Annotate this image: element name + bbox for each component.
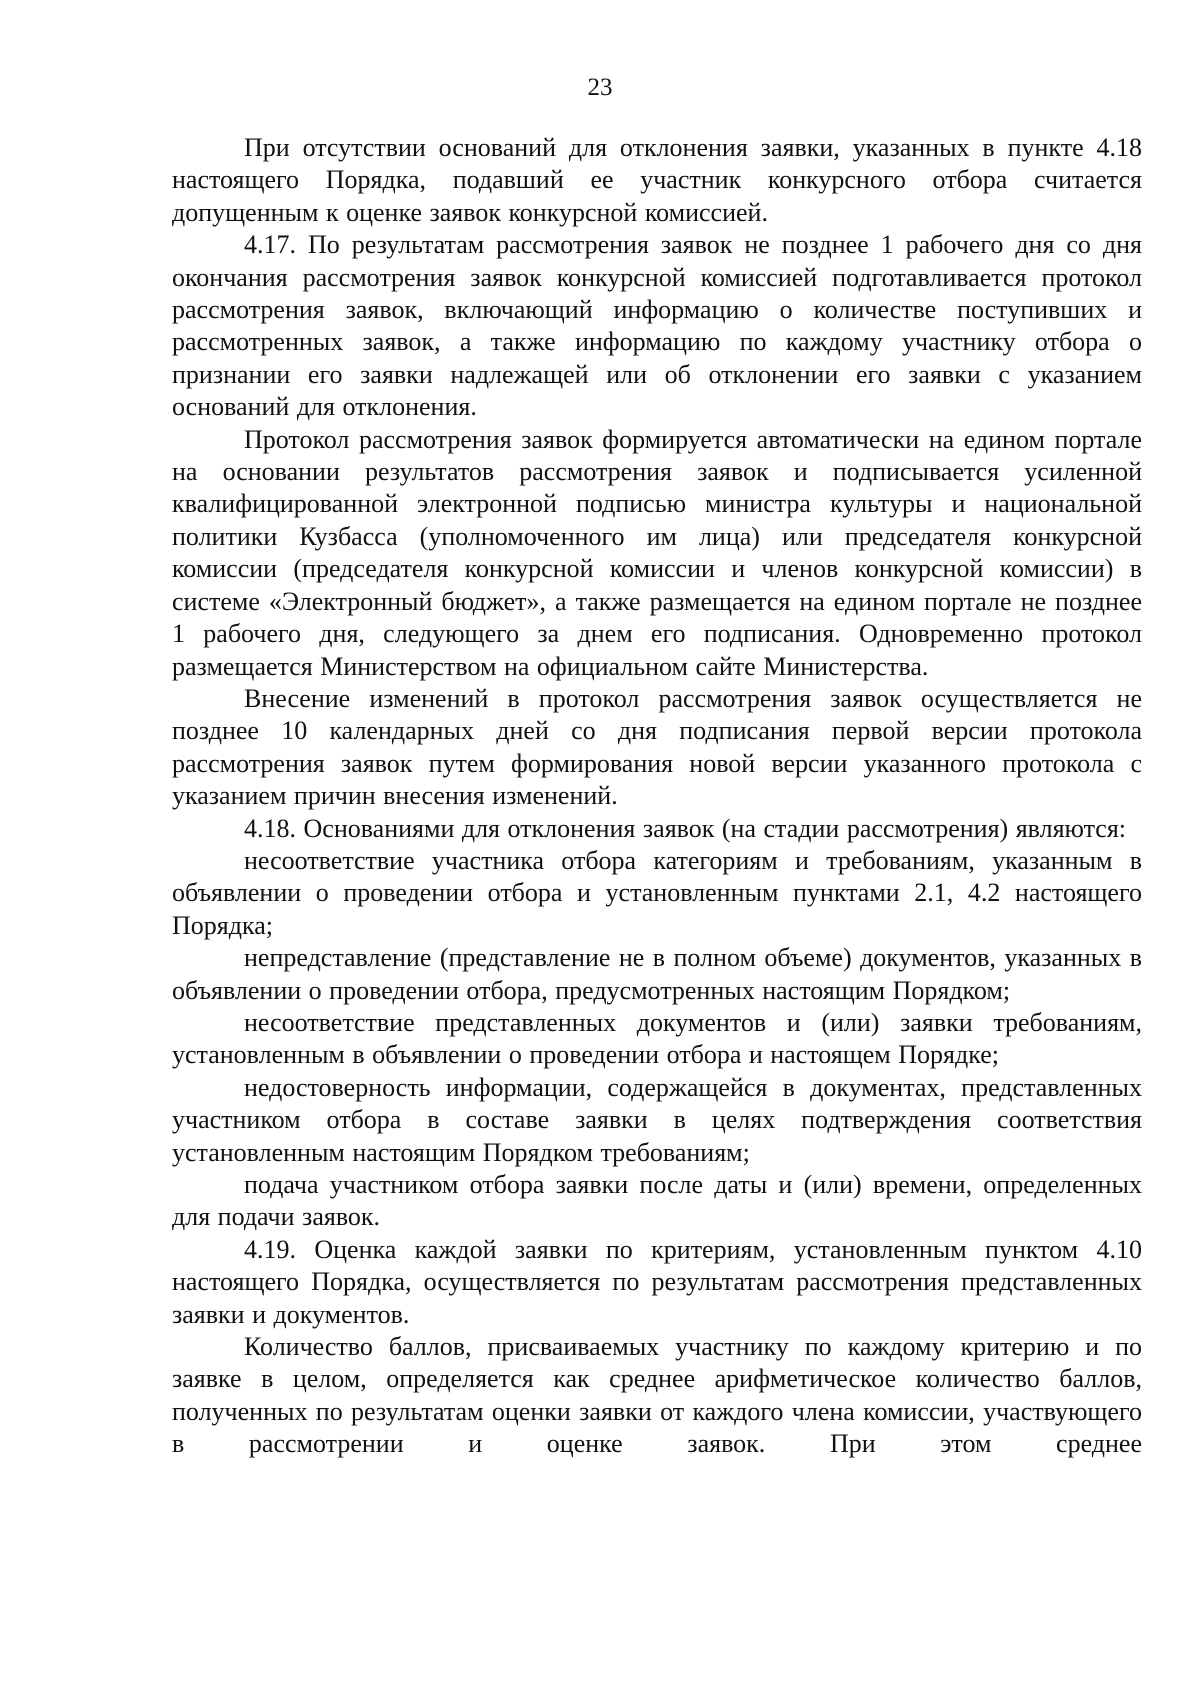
paragraph: 4.19. Оценка каждой заявки по критериям, установленным пунктом 4.10 настоящего Порядка, осуществляется по результатам рассмотрения представленных заявки и документов. <box>172 1234 1142 1329</box>
page-number: 23 <box>587 74 613 101</box>
paragraph: Количество баллов, присваиваемых участнику по каждому критерию и по заявке в целом, определяется как среднее арифметическое количество баллов, полученных по результатам оценки заявки от каждого члена комиссии, участвующего в рассмотрении и оценке заявок. При этом среднее <box>172 1332 1142 1459</box>
paragraph: несоответствие участника отбора категориям и требованиям, указанным в объявлении о проведении отбора и установленным пунктами 2.1, 4.2 настоящего Порядка; <box>172 845 1142 940</box>
paragraph: несоответствие представленных документов и (или) заявки требованиям, установленным в объявлении о проведении отбора и настоящем Порядке; <box>172 1007 1142 1070</box>
paragraph: Протокол рассмотрения заявок формируется автоматически на едином портале на основании результатов рассмотрения заявок и подписывается усиленной квалифицированной электронной подписью министра культуры и национальной политики Кузбасса (уполномоченного им лица) или председателя конкурсной комиссии (председателя конкурсной комиссии и членов конкурсной комиссии) в системе «Электронный бюджет», а также размещается на едином портале не позднее 1 рабочего дня, следующего за днем его подписания. Одновременно протокол размещается Министерством на официальном сайте Министерства. <box>172 424 1142 681</box>
paragraph: 4.18. Основаниями для отклонения заявок (на стадии рассмотрения) являются: <box>244 813 1127 843</box>
paragraph: недостоверность информации, содержащейся в документах, представленных участником отбора в составе заявки в целях подтверждения соответствия установленным настоящим Порядком требованиям; <box>172 1072 1142 1167</box>
paragraph: 4.17. По результатам рассмотрения заявок не позднее 1 рабочего дня со дня окончания рассмотрения заявок конкурсной комиссией подготавливается протокол рассмотрения заявок, включающий информацию о количестве поступивших и рассмотренных заявок, а также информацию по каждому участнику отбора о признании его заявки надлежащей или об отклонении его заявки с указанием оснований для отклонения. <box>172 230 1142 422</box>
document-body <box>172 132 1142 1461</box>
paragraph: При отсутствии оснований для отклонения заявки, указанных в пункте 4.18 настоящего Порядка, подавший ее участник конкурсного отбора считается допущенным к оценке заявок конкурсной комиссией. <box>172 133 1142 227</box>
paragraph: Внесение изменений в протокол рассмотрения заявок осуществляется не позднее 10 календарных дней со дня подписания первой версии протокола рассмотрения заявок путем формирования новой версии указанного протокола с указанием причин внесения изменений. <box>172 683 1142 811</box>
paragraph: подача участником отбора заявки после даты и (или) времени, определенных для подачи заявок. <box>172 1170 1142 1232</box>
paragraph: непредставление (представление не в полном объеме) документов, указанных в объявлении о проведении отбора, предусмотренных настоящим Порядком; <box>172 943 1142 1005</box>
